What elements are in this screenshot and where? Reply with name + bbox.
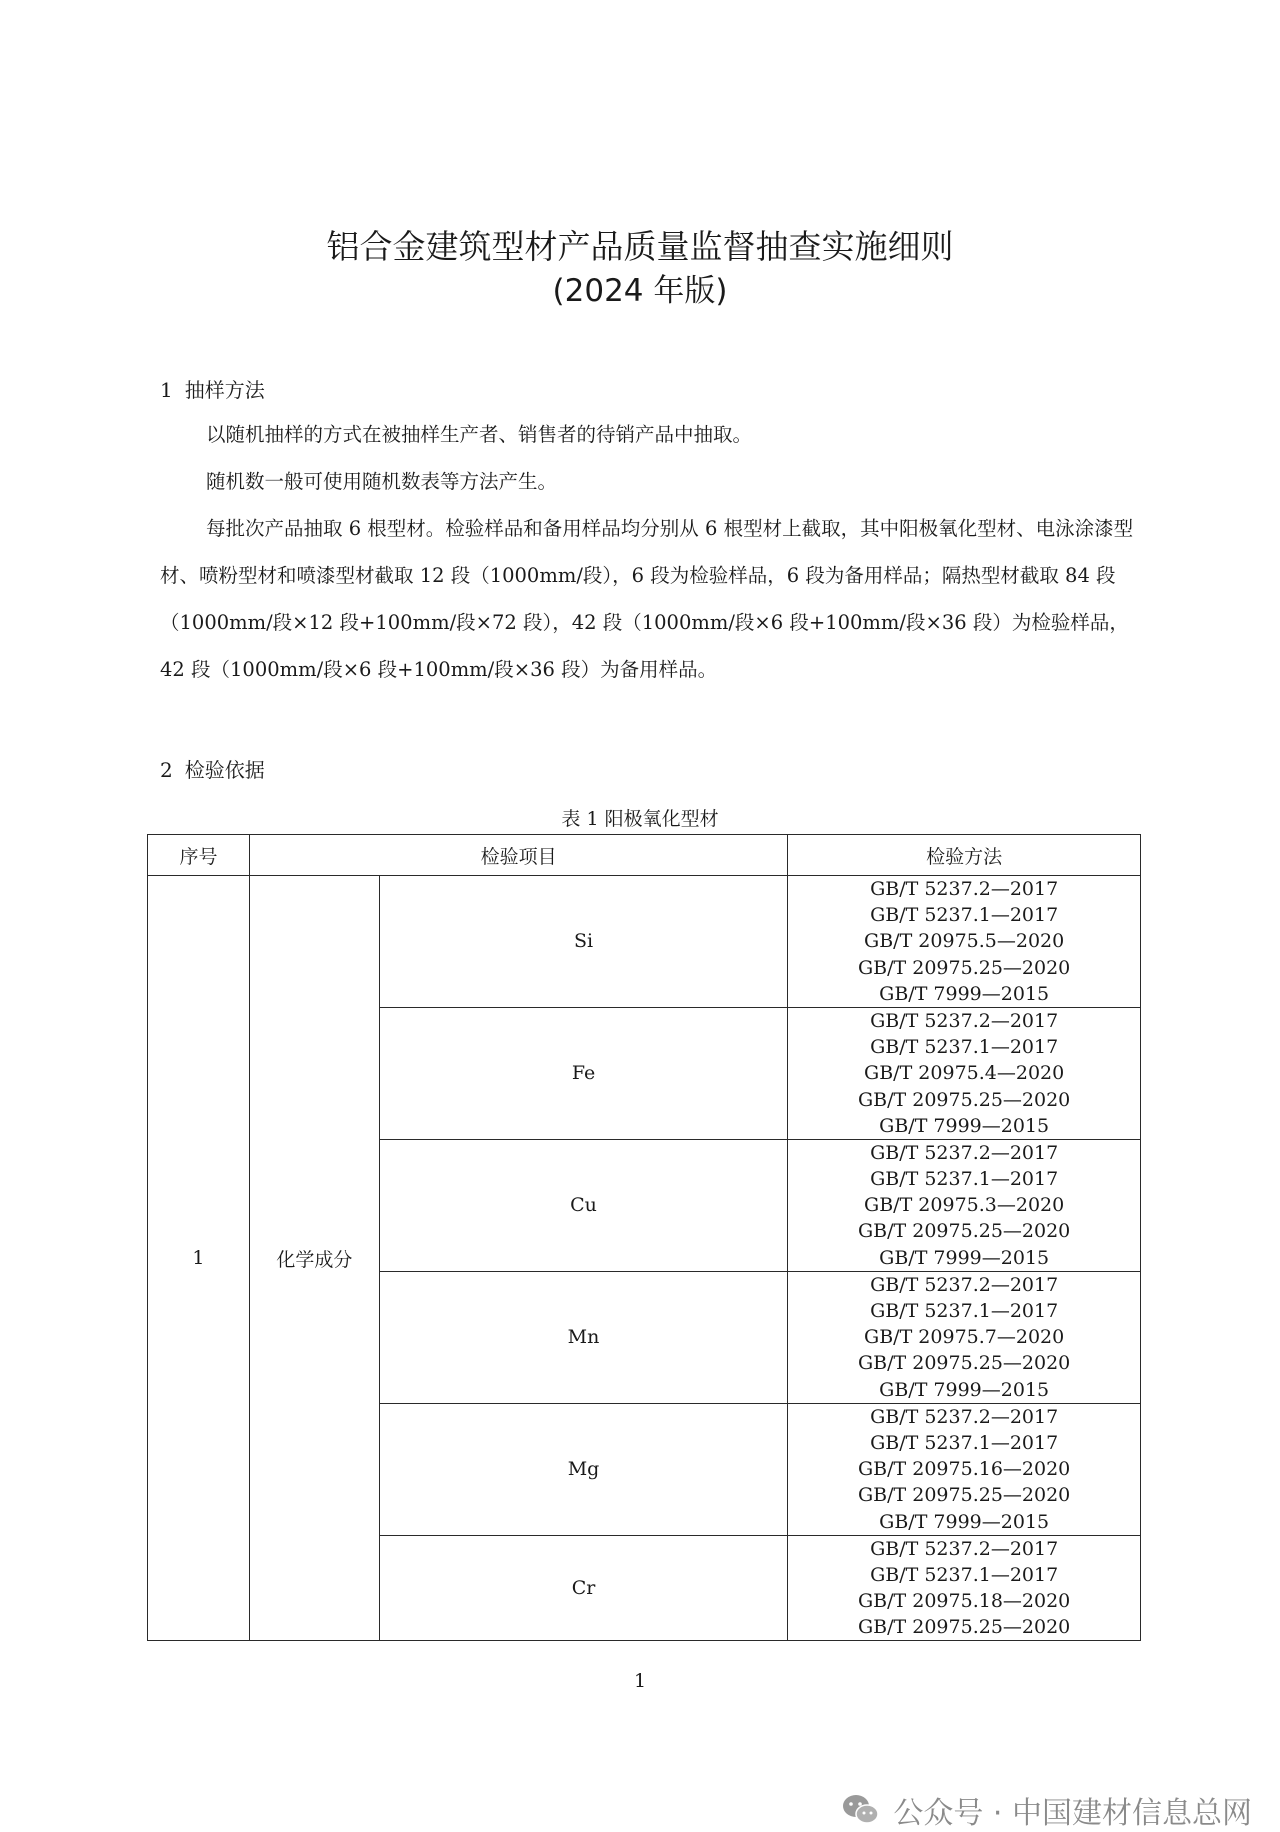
section-2-title: 检验依据 bbox=[184, 758, 265, 782]
method-standard: GB/T 7999—2015 bbox=[879, 1378, 1050, 1401]
method-standard: GB/T 20975.16—2020 bbox=[858, 1458, 1071, 1481]
method-standard: GB/T 20975.25—2020 bbox=[858, 1616, 1071, 1639]
section-1-heading bbox=[160, 374, 265, 403]
method-standard: GB/T 5237.2—2017 bbox=[870, 1141, 1059, 1164]
page-subtitle: (2024 年版) bbox=[552, 273, 728, 309]
method-standard: GB/T 5237.1—2017 bbox=[870, 1431, 1059, 1454]
table-header-row bbox=[148, 835, 1141, 876]
methods-cell bbox=[788, 1007, 1141, 1139]
method-standard: GB/T 20975.25—2020 bbox=[858, 1220, 1071, 1243]
watermark-text: 公众号 · 中国建材信息总网 bbox=[893, 1796, 1252, 1831]
method-standard: GB/T 20975.7—2020 bbox=[864, 1326, 1065, 1349]
element-cell: Mn bbox=[379, 1271, 788, 1403]
seq-cell: 1 bbox=[148, 876, 250, 1641]
page-number: 1 bbox=[633, 1670, 647, 1692]
method-standard: GB/T 5237.2—2017 bbox=[870, 1009, 1059, 1032]
method-standard: GB/T 5237.1—2017 bbox=[870, 1563, 1059, 1586]
section-1-title: 抽样方法 bbox=[184, 378, 265, 402]
method-standard: GB/T 20975.5—2020 bbox=[864, 930, 1065, 953]
watermark bbox=[841, 1788, 1252, 1832]
methods-cell bbox=[788, 876, 1141, 1008]
paragraph: 随机数一般可使用随机数表等方法产生。 bbox=[206, 470, 558, 493]
method-standard: GB/T 7999—2015 bbox=[879, 1510, 1050, 1533]
header-seq: 序号 bbox=[148, 835, 250, 876]
method-standard: GB/T 5237.2—2017 bbox=[870, 1273, 1059, 1296]
header-method: 检验方法 bbox=[788, 835, 1141, 876]
paragraph: 以随机抽样的方式在被抽样生产者、销售者的待销产品中抽取。 bbox=[206, 423, 753, 446]
method-standard: GB/T 7999—2015 bbox=[879, 982, 1050, 1005]
section-2-number: 2 bbox=[160, 758, 173, 782]
table-row bbox=[148, 876, 1141, 1008]
method-standard: GB/T 20975.4—2020 bbox=[864, 1062, 1065, 1085]
section-1-body bbox=[160, 411, 1140, 693]
element-cell: Fe bbox=[379, 1007, 788, 1139]
method-standard: GB/T 5237.1—2017 bbox=[870, 1168, 1059, 1191]
section-2-heading bbox=[160, 754, 265, 783]
element-cell: Cr bbox=[379, 1535, 788, 1641]
methods-cell bbox=[788, 1535, 1141, 1641]
paragraph: 每批次产品抽取 6 根型材。检验样品和备用样品均分别从 6 根型材上截取，其中阳极氧化型材、电泳涂漆型材、喷粉型材和喷漆型材截取 12 段（1000mm/段），6 段为检验样品，6 段为备用样品；隔热型材截取 84 段（1000mm/段×12 段+100mm/段×72 段），42 段（1000mm/段×6 段+100mm/段×36 段）为检验样品，42 段（1000mm/段×6 段+100mm/段×36 段）为备用样品。 bbox=[160, 517, 1134, 681]
element-cell: Cu bbox=[379, 1139, 788, 1271]
method-standard: GB/T 5237.2—2017 bbox=[870, 1537, 1059, 1560]
method-standard: GB/T 20975.25—2020 bbox=[858, 1484, 1071, 1507]
method-standard: GB/T 5237.2—2017 bbox=[870, 1405, 1059, 1428]
method-standard: GB/T 5237.1—2017 bbox=[870, 1300, 1059, 1322]
element-cell: Si bbox=[379, 876, 788, 1008]
method-standard: GB/T 20975.18—2020 bbox=[858, 1590, 1071, 1613]
table-caption: 表 1 阳极氧化型材 bbox=[561, 808, 719, 830]
wechat-icon bbox=[841, 1792, 881, 1828]
page-title: 铝合金建筑型材产品质量监督抽查实施细则 bbox=[326, 227, 954, 266]
inspection-table bbox=[147, 834, 1141, 1641]
method-standard: GB/T 5237.1—2017 bbox=[870, 904, 1059, 927]
method-standard: GB/T 20975.25—2020 bbox=[858, 956, 1071, 979]
method-standard: GB/T 20975.3—2020 bbox=[864, 1194, 1065, 1217]
methods-cell bbox=[788, 1139, 1141, 1271]
header-item: 检验项目 bbox=[249, 835, 787, 876]
element-cell: Mg bbox=[379, 1403, 788, 1535]
section-1-number: 1 bbox=[160, 378, 173, 402]
method-standard: GB/T 7999—2015 bbox=[879, 1114, 1050, 1137]
method-standard: GB/T 7999—2015 bbox=[879, 1246, 1050, 1269]
category-cell: 化学成分 bbox=[249, 876, 379, 1641]
method-standard: GB/T 20975.25—2020 bbox=[858, 1088, 1071, 1111]
method-standard: GB/T 5237.1—2017 bbox=[870, 1036, 1059, 1059]
method-standard: GB/T 20975.25—2020 bbox=[858, 1352, 1071, 1375]
methods-cell bbox=[788, 1403, 1141, 1535]
methods-cell bbox=[788, 1271, 1141, 1403]
method-standard: GB/T 5237.2—2017 bbox=[870, 878, 1059, 900]
